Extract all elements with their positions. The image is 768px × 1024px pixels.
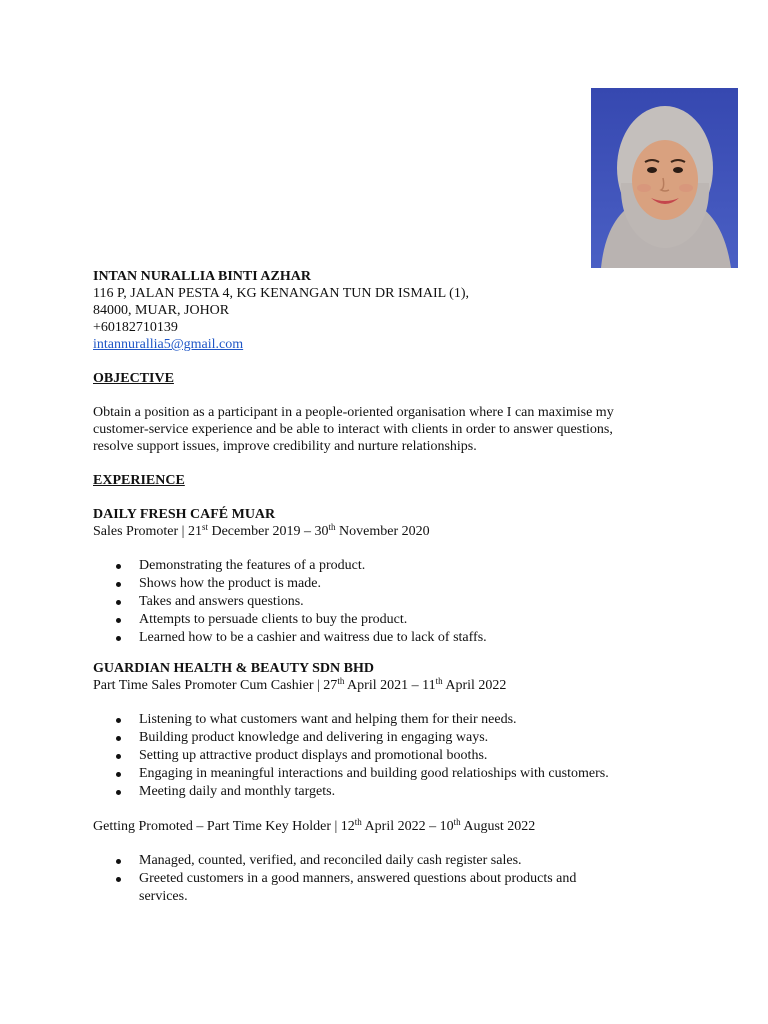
- address-line-1: 116 P, JALAN PESTA 4, KG KENANGAN TUN DR ISMAIL (1),: [93, 286, 469, 301]
- list-item: Greeted customers in a good manners, answered questions about products and services.: [93, 870, 653, 906]
- list-item: Shows how the product is made.: [93, 575, 693, 593]
- job-role: Sales Promoter | 21st December 2019 – 30th November 2020: [93, 522, 430, 539]
- job-duties-list: [93, 557, 693, 647]
- list-item: Meeting daily and monthly targets.: [93, 783, 693, 801]
- profile-photo: [591, 88, 738, 268]
- list-item: Engaging in meaningful interactions and building good relatioships with customers.: [93, 765, 693, 783]
- job-company: DAILY FRESH CAFÉ MUAR: [93, 507, 276, 522]
- list-item: Listening to what customers want and helping them for their needs.: [93, 711, 693, 729]
- list-item: Attempts to persuade clients to buy the product.: [93, 611, 693, 629]
- list-item: Managed, counted, verified, and reconciled daily cash register sales.: [93, 852, 653, 870]
- resume-content: [93, 268, 693, 906]
- email-link[interactable]: intannurallia5@gmail.com: [93, 337, 244, 352]
- list-item: Takes and answers questions.: [93, 593, 693, 611]
- list-item: Building product knowledge and delivering in engaging ways.: [93, 729, 693, 747]
- objective-text-line: resolve support issues, improve credibility and nurture relationships.: [93, 439, 477, 454]
- phone-number: +60182710139: [93, 320, 178, 335]
- job-role: Getting Promoted – Part Time Key Holder | 12th April 2022 – 10th August 2022: [93, 817, 536, 834]
- applicant-name: INTAN NURALLIA BINTI AZHAR: [93, 269, 311, 284]
- list-item: Setting up attractive product displays and promotional booths.: [93, 747, 693, 765]
- objective-text-line: Obtain a position as a participant in a people-oriented organisation where I can maximise my: [93, 405, 614, 420]
- list-item: Learned how to be a cashier and waitress due to lack of staffs.: [93, 629, 693, 647]
- objective-heading: OBJECTIVE: [93, 371, 174, 386]
- job-company: GUARDIAN HEALTH & BEAUTY SDN BHD: [93, 661, 374, 676]
- list-item: Demonstrating the features of a product.: [93, 557, 693, 575]
- address-line-2: 84000, MUAR, JOHOR: [93, 303, 230, 318]
- job-role: Part Time Sales Promoter Cum Cashier | 27th April 2021 – 11th April 2022: [93, 676, 507, 693]
- objective-text-line: customer-service experience and be able to interact with clients in order to answer questions,: [93, 422, 613, 437]
- job-duties-list: [93, 711, 693, 801]
- profile-photo-illustration: [591, 88, 738, 268]
- job-duties-list: [93, 852, 653, 906]
- experience-heading: EXPERIENCE: [93, 473, 185, 488]
